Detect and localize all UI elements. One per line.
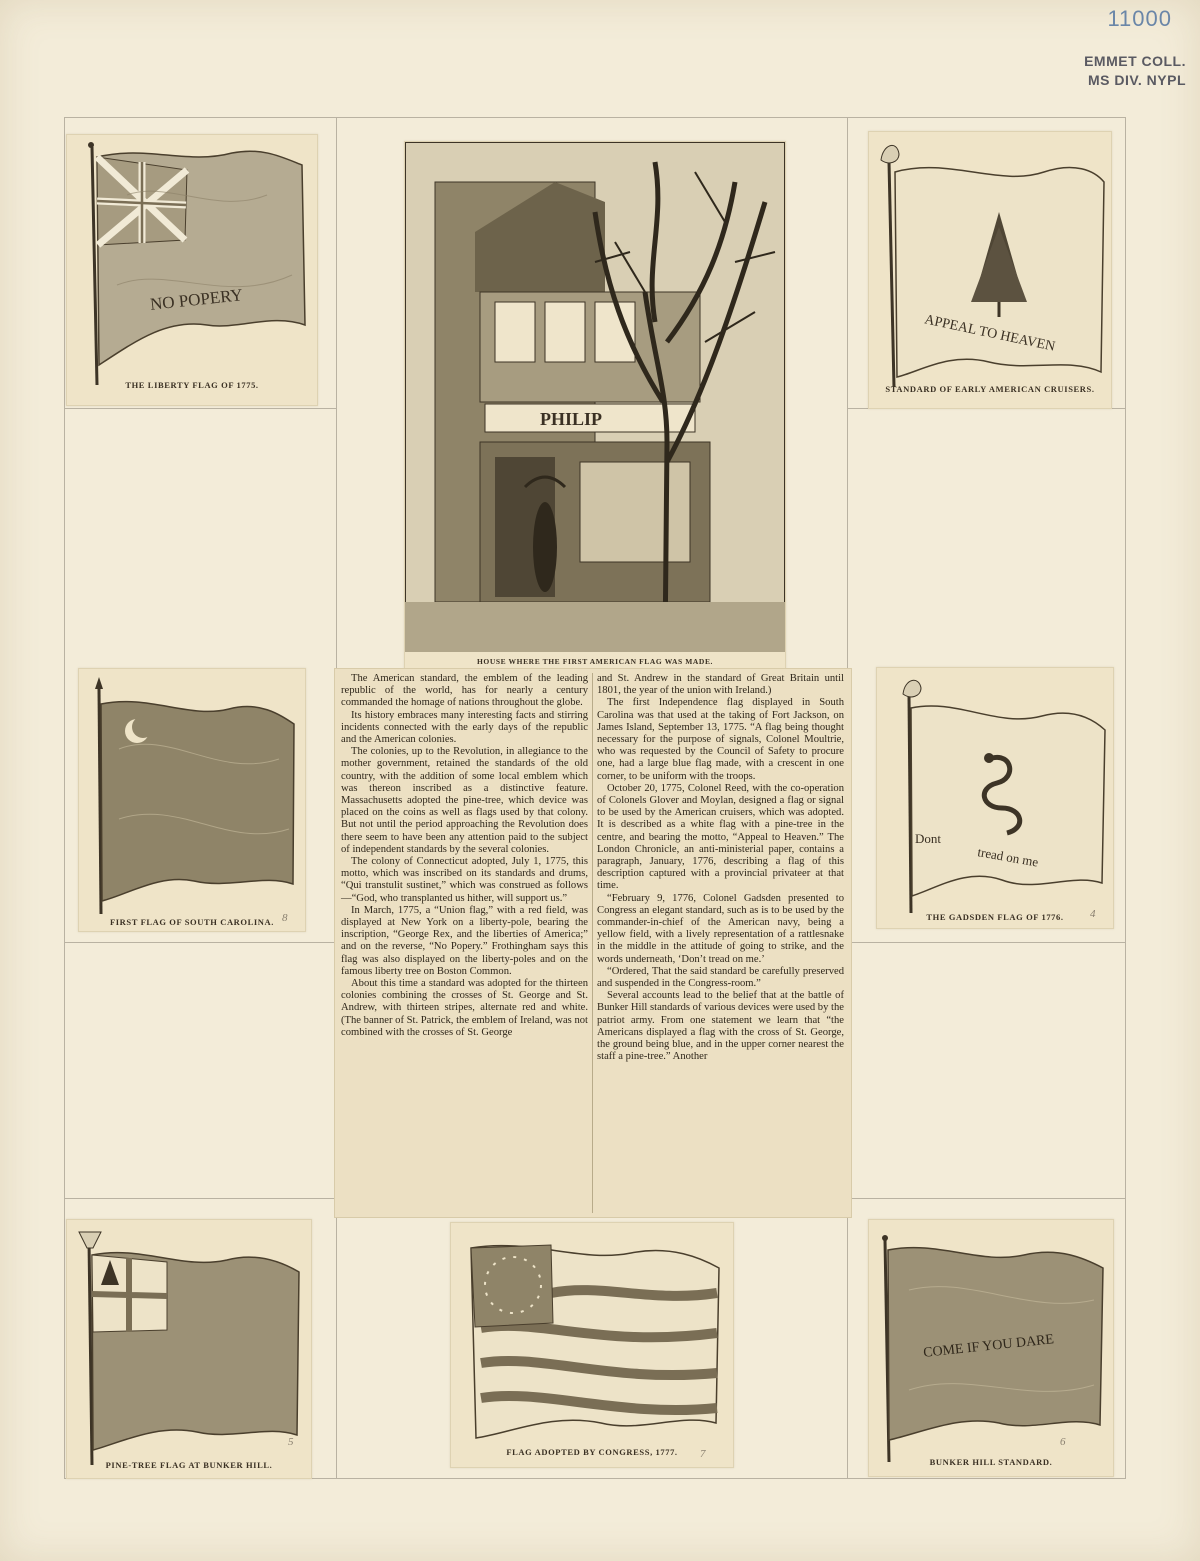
collection-stamp-line1: EMMET COLL. bbox=[1084, 53, 1186, 69]
south-carolina-clipping bbox=[78, 668, 306, 932]
collection-stamp-line2: MS DIV. NYPL bbox=[1087, 72, 1186, 88]
appeal-flag-clipping bbox=[868, 131, 1112, 409]
liberty-flag-illustration bbox=[67, 135, 317, 405]
article-right-column bbox=[597, 673, 844, 1064]
south-carolina-caption: FIRST FLAG OF SOUTH CAROLINA. bbox=[109, 917, 275, 927]
grid-line bbox=[64, 117, 65, 1479]
pencil-mark: 4 bbox=[1090, 908, 1096, 920]
house-illustration bbox=[405, 142, 785, 652]
grid-line bbox=[847, 942, 1126, 943]
article-paragraph: “Ordered, That the said standard be carefully preserved and suspended in the Congress-room.” bbox=[597, 965, 844, 990]
article-paragraph: “February 9, 1776, Colonel Gadsden presented to Congress an elegant standard, such as is to be used by the commander-in-chief of the American navy, being a yellow field, with a lively representation of a rattlesnake in the middle in the attitude of going to strike, and the words underneath, ‘Don’t tread on me.’ bbox=[597, 892, 844, 965]
article-clipping bbox=[334, 668, 852, 1218]
article-paragraph: The American standard, the emblem of the leading republic of the world, has for nearly a century commanded the homage of nations throughout the globe. bbox=[341, 673, 588, 709]
gadsden-flag-text-2: tread on me bbox=[976, 844, 1040, 870]
bunker-hill-flag-text: COME IF YOU DARE bbox=[922, 1332, 1055, 1361]
grid-line bbox=[64, 408, 337, 409]
liberty-flag-clipping bbox=[66, 134, 318, 406]
article-paragraph: In March, 1775, a “Union flag,” with a red field, was displayed at New York on a liberty-pole, bearing the inscription, “George Rex, and the liberties of America;” and on the reverse, “No Popery.” Frothingham says this flag was also displayed on the liberty-poles and on the famous liberty tree on Boston Common. bbox=[341, 904, 588, 977]
pencil-mark: 7 bbox=[700, 1448, 706, 1460]
article-left-column bbox=[341, 673, 588, 1039]
congress-flag-clipping bbox=[450, 1222, 734, 1468]
article-paragraph: The first Independence flag displayed in South Carolina was that used at the taking of Fort Jackson, on James Island, September 13, 1775. “A flag being thought necessary for the purpose of signals, Colonel Moultrie, who was requested by the Council of Safety to procure one, had a large blue flag made, with a crescent in one corner, to be uniform with the troops. bbox=[597, 697, 844, 782]
house-caption: HOUSE WHERE THE FIRST AMERICAN FLAG WAS MADE. bbox=[476, 657, 714, 666]
article-paragraph: Its history embraces many interesting facts and stirring incidents connected with the early days of the republic and the American colonies. bbox=[341, 709, 588, 746]
liberty-flag-text: NO POPERY bbox=[149, 285, 244, 314]
article-paragraph: October 20, 1775, Colonel Reed, with the co-operation of Colonels Glover and Moylan, designed a flag or signal to be used by the American cruisers, which was adopted. It is described as a white flag with a pine-tree in the centre, and bearing the motto, “Appeal to Heaven.” The London Chronicle, an anti-ministerial paper, contains a paragraph, January, 1776, describing a flag of this description captured with a provincial privateer at that time. bbox=[597, 782, 844, 892]
house-clipping bbox=[404, 141, 786, 671]
congress-caption: FLAG ADOPTED BY CONGRESS, 1777. bbox=[506, 1447, 678, 1457]
bunker-hill-clipping bbox=[868, 1219, 1114, 1477]
gadsden-flag-illustration bbox=[877, 668, 1113, 928]
south-carolina-flag-illustration bbox=[79, 669, 305, 931]
article-paragraph: Several accounts lead to the belief that at the battle of Bunker Hill standards of various devices were used by the patriot army. From one statement we learn that “the Americans displayed a flag with the cross of St. George, the ground being blue, and in the upper corner nearest the staff a pine-tree.” Another bbox=[597, 990, 844, 1063]
bunker-hill-flag-illustration bbox=[869, 1220, 1113, 1476]
grid-line bbox=[64, 117, 1126, 118]
article-paragraph: and St. Andrew in the standard of Great Britain until 1801, the year of the union with Ireland.) bbox=[597, 673, 844, 697]
appeal-flag-text: APPEAL TO HEAVEN bbox=[922, 312, 1057, 355]
article-paragraph: The colonies, up to the Revolution, in allegiance to the mother government, retained the standards of the old country, with the addition of some local emblem which was thereon inscribed as a distinctive feature. Massachusetts adopted the pine-tree, which device was placed on the coins as well as flags used by that colony. But not until the period approaching the Revolution does there seem to have been any attention paid to the subject of independent standards by the several colonies. bbox=[341, 746, 588, 855]
gadsden-caption: THE GADSDEN FLAG OF 1776. bbox=[926, 912, 1064, 922]
grid-line bbox=[64, 942, 337, 943]
congress-flag-illustration bbox=[451, 1223, 733, 1467]
article-paragraph: About this time a standard was adopted for the thirteen colonies combining the crosses of St. George and St. Andrew, with thirteen stripes, alternate red and white. (The banner of St. Patrick, the emblem of Ireland, was not combined with the crosses of St. George bbox=[341, 978, 588, 1038]
pine-tree-caption: PINE-TREE FLAG AT BUNKER HILL. bbox=[105, 1460, 273, 1470]
pencil-mark: 5 bbox=[288, 1436, 294, 1448]
bunker-hill-caption: BUNKER HILL STANDARD. bbox=[929, 1457, 1053, 1467]
accession-number-stamp: 11000 bbox=[1107, 6, 1172, 31]
article-paragraph: The colony of Connecticut adopted, July 1, 1775, this motto, which was inscribed on its standards and drums, “Qui transtulit sustinet,” which was construed as follows—“God, who transplanted us hither, will support us.” bbox=[341, 856, 588, 904]
house-sign-text: PHILIP bbox=[540, 409, 603, 429]
gadsden-clipping bbox=[876, 667, 1114, 929]
gadsden-flag-text-1: Dont bbox=[915, 831, 941, 846]
liberty-flag-caption: THE LIBERTY FLAG OF 1775. bbox=[125, 380, 259, 390]
pencil-mark: 8 bbox=[282, 912, 288, 924]
grid-line bbox=[1125, 117, 1126, 1479]
appeal-flag-illustration bbox=[869, 132, 1111, 408]
collection-stamp bbox=[1084, 52, 1186, 90]
pencil-mark: 6 bbox=[1060, 1436, 1066, 1448]
column-divider bbox=[592, 673, 593, 1213]
appeal-flag-caption: STANDARD OF EARLY AMERICAN CRUISERS. bbox=[885, 384, 1095, 394]
pine-tree-flag-illustration bbox=[67, 1220, 311, 1478]
pine-tree-flag-clipping bbox=[66, 1219, 312, 1479]
